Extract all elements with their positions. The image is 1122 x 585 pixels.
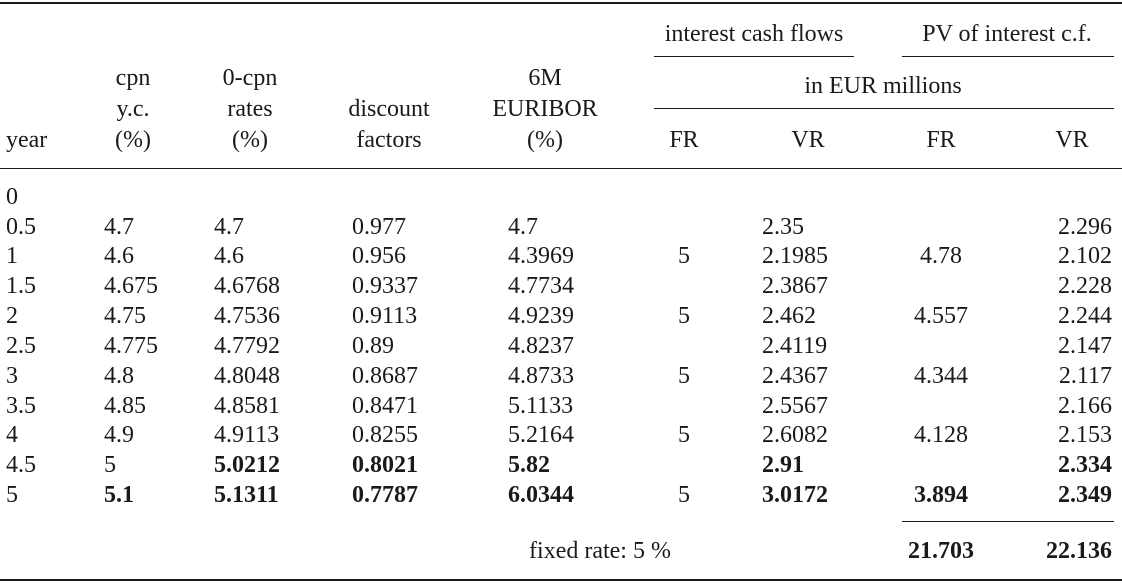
cell-zero: 5.0212 (214, 452, 280, 478)
cell-zero: 4.7536 (214, 303, 280, 329)
cell-zero: 4.7792 (214, 333, 280, 359)
total-rule (902, 521, 1114, 522)
cell-zero: 4.6 (214, 243, 244, 269)
cell-cpn: 4.7 (104, 214, 134, 240)
cell-icf-vr: 2.5567 (762, 393, 828, 419)
cell-discount: 0.8471 (352, 393, 418, 419)
cell-icf-vr: 2.35 (762, 214, 804, 240)
header-zero-1: 0-cpn (222, 65, 278, 91)
cell-year: 0.5 (6, 214, 36, 240)
cell-year: 2.5 (6, 333, 36, 359)
cell-zero: 4.7 (214, 214, 244, 240)
cell-pv-vr: 2.228 (1058, 273, 1112, 299)
cell-icf-vr: 2.91 (762, 452, 804, 478)
cell-pv-vr: 2.153 (1058, 422, 1112, 448)
bottom-rule (0, 579, 1122, 581)
cell-year: 0 (6, 184, 18, 210)
cell-discount: 0.7787 (352, 482, 418, 508)
cell-year: 3.5 (6, 393, 36, 419)
cell-discount: 0.956 (352, 243, 406, 269)
cell-year: 3 (6, 363, 18, 389)
cell-icf-vr: 2.6082 (762, 422, 828, 448)
cell-zero: 4.8048 (214, 363, 280, 389)
header-discount-1: discount (348, 96, 430, 122)
cell-icf-fr: 5 (678, 422, 690, 448)
pv-interest-rule (902, 56, 1114, 57)
cell-pv-vr: 2.244 (1058, 303, 1112, 329)
cell-euribor: 4.9239 (508, 303, 574, 329)
cell-euribor: 5.82 (508, 452, 550, 478)
cell-icf-vr: 2.4367 (762, 363, 828, 389)
cell-icf-vr: 2.3867 (762, 273, 828, 299)
cell-icf-vr: 2.1985 (762, 243, 828, 269)
cell-pv-vr: 2.147 (1058, 333, 1112, 359)
cell-cpn: 4.775 (104, 333, 158, 359)
header-unit: in EUR millions (804, 73, 962, 99)
cell-year: 1.5 (6, 273, 36, 299)
cell-zero: 4.6768 (214, 273, 280, 299)
cell-cpn: 4.8 (104, 363, 134, 389)
cell-cpn: 5.1 (104, 482, 134, 508)
top-rule (0, 2, 1122, 4)
cell-year: 4 (6, 422, 18, 448)
cell-icf-fr: 5 (678, 363, 690, 389)
cell-cpn: 4.75 (104, 303, 146, 329)
cell-cpn: 5 (104, 452, 116, 478)
cell-zero: 5.1311 (214, 482, 279, 508)
cell-cpn: 4.85 (104, 393, 146, 419)
cell-euribor: 5.1133 (508, 393, 574, 419)
cell-discount: 0.8021 (352, 452, 418, 478)
cell-pv-vr: 2.117 (1058, 363, 1112, 389)
cell-euribor: 4.7734 (508, 273, 574, 299)
total-pv-fr: 21.703 (908, 538, 974, 564)
cell-discount: 0.9337 (352, 273, 418, 299)
cell-euribor: 5.2164 (508, 422, 574, 448)
cell-year: 2 (6, 303, 18, 329)
header-pv-fr: FR (926, 127, 956, 153)
cell-pv-fr: 4.557 (914, 303, 968, 329)
cell-pv-vr: 2.166 (1058, 393, 1112, 419)
cell-cpn: 4.675 (104, 273, 158, 299)
header-year: year (6, 127, 48, 153)
cell-icf-fr: 5 (678, 482, 690, 508)
header-zero-3: (%) (232, 127, 268, 153)
cell-pv-vr: 2.349 (1058, 482, 1112, 508)
header-cpn-3: (%) (115, 127, 151, 153)
cell-pv-vr: 2.334 (1058, 452, 1112, 478)
cell-euribor: 4.7 (508, 214, 538, 240)
cell-discount: 0.8687 (352, 363, 418, 389)
header-bottom-rule (0, 168, 1122, 169)
header-pv-vr: VR (1055, 127, 1089, 153)
cell-zero: 4.8581 (214, 393, 280, 419)
cell-zero: 4.9113 (214, 422, 280, 448)
header-interest-cash-flows: interest cash flows (664, 21, 844, 47)
cell-icf-vr: 3.0172 (762, 482, 828, 508)
cell-year: 5 (6, 482, 18, 508)
header-cpn-1: cpn (115, 65, 151, 91)
interest-cash-flows-rule (654, 56, 854, 57)
cell-euribor: 4.8237 (508, 333, 574, 359)
cell-euribor: 4.8733 (508, 363, 574, 389)
cell-icf-vr: 2.4119 (762, 333, 828, 359)
header-zero-2: rates (227, 96, 273, 122)
eur-millions-rule (654, 108, 1114, 109)
cell-year: 1 (6, 243, 18, 269)
cell-cpn: 4.9 (104, 422, 134, 448)
header-cpn-2: y.c. (116, 96, 150, 122)
cell-discount: 0.977 (352, 214, 406, 240)
header-icf-fr: FR (669, 127, 699, 153)
header-pv-interest: PV of interest c.f. (922, 21, 1092, 47)
total-pv-vr: 22.136 (1046, 538, 1112, 564)
cell-cpn: 4.6 (104, 243, 134, 269)
cell-icf-vr: 2.462 (762, 303, 816, 329)
cell-pv-vr: 2.102 (1058, 243, 1112, 269)
cell-pv-fr: 4.128 (914, 422, 968, 448)
cell-euribor: 4.3969 (508, 243, 574, 269)
fixed-rate-label: fixed rate: 5 % (529, 538, 671, 564)
header-icf-vr: VR (791, 127, 825, 153)
cell-pv-fr: 4.78 (920, 243, 962, 269)
header-euribor-2: EURIBOR (492, 96, 598, 122)
cell-discount: 0.89 (352, 333, 394, 359)
cell-pv-fr: 4.344 (914, 363, 968, 389)
cell-pv-fr: 3.894 (914, 482, 968, 508)
cell-euribor: 6.0344 (508, 482, 574, 508)
cell-discount: 0.9113 (352, 303, 418, 329)
cell-pv-vr: 2.296 (1058, 214, 1112, 240)
cell-icf-fr: 5 (678, 303, 690, 329)
header-euribor-3: (%) (527, 127, 563, 153)
cell-discount: 0.8255 (352, 422, 418, 448)
cell-icf-fr: 5 (678, 243, 690, 269)
header-discount-2: factors (356, 127, 422, 153)
cell-year: 4.5 (6, 452, 36, 478)
header-euribor-1: 6M (528, 65, 562, 91)
